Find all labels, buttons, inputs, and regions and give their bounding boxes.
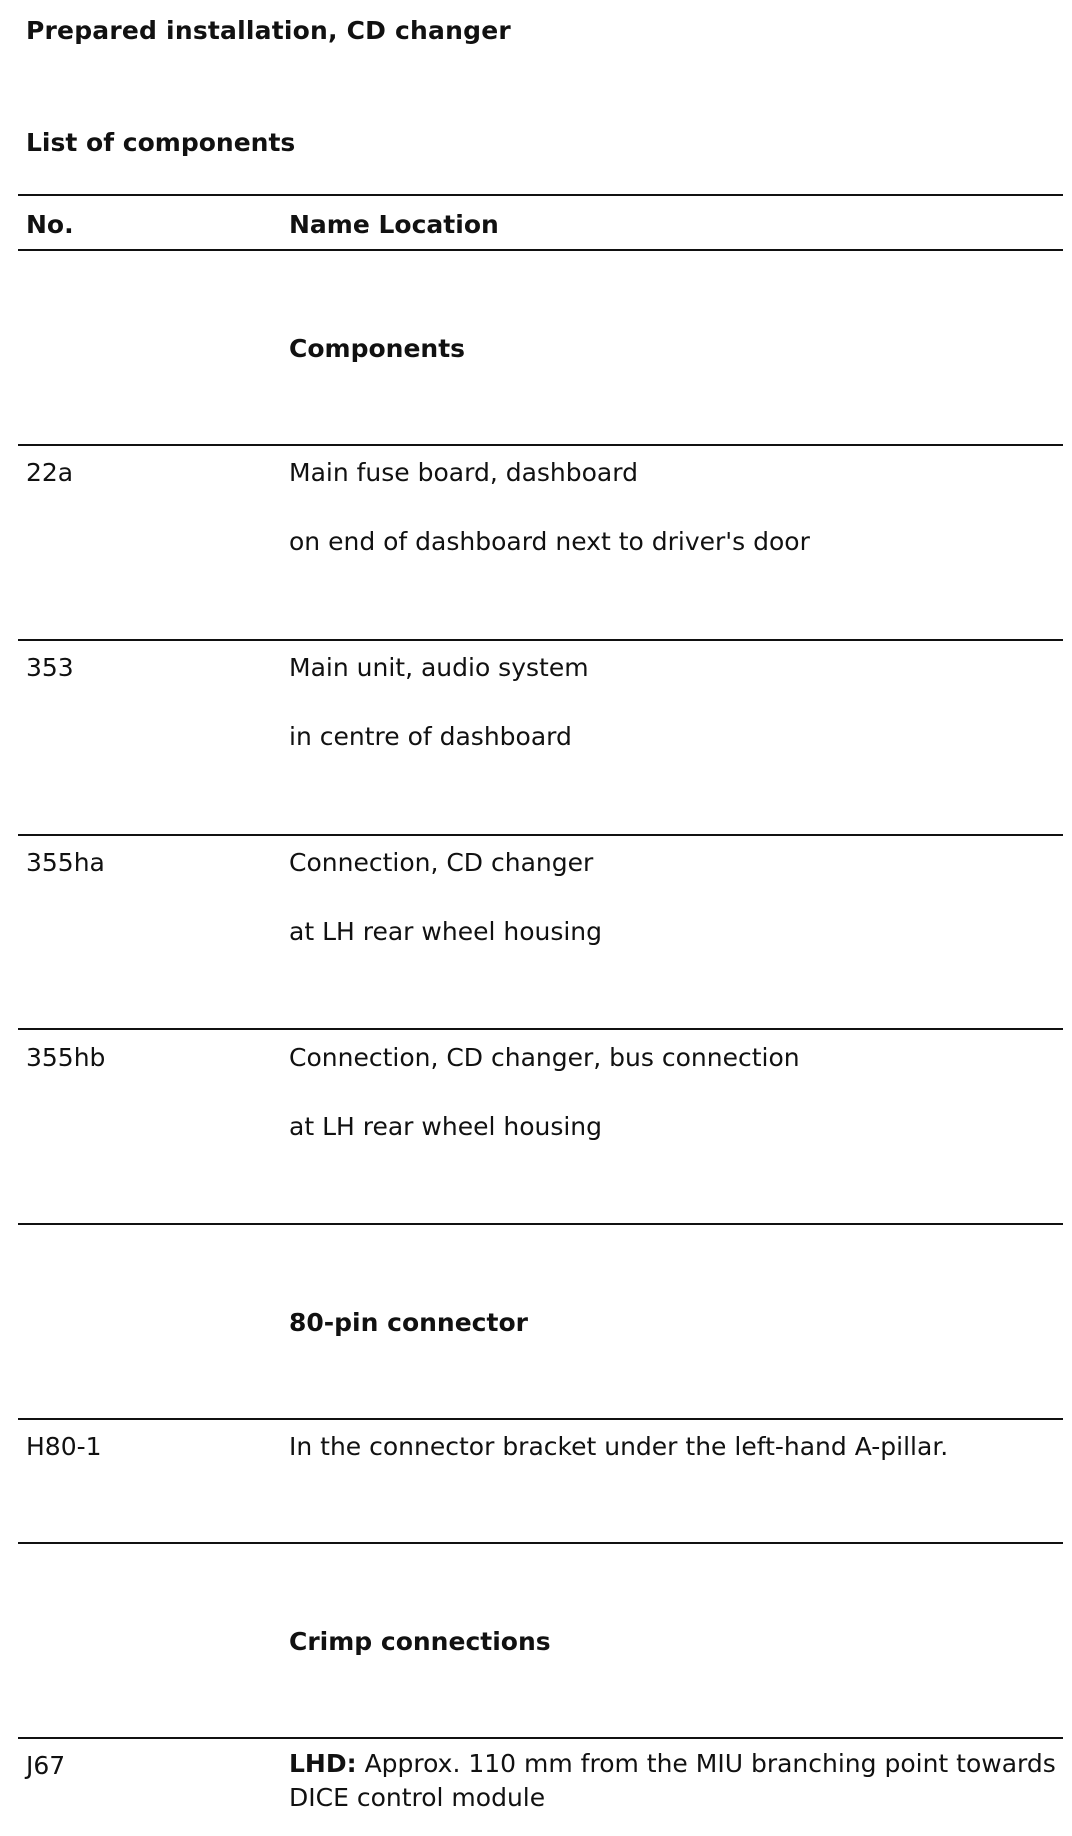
- column-header-name-location: Name Location: [289, 210, 499, 239]
- row-location: at LH rear wheel housing: [289, 1112, 603, 1141]
- lhd-label: LHD:: [289, 1749, 357, 1778]
- row-name: Connection, CD changer, bus connection: [289, 1043, 800, 1072]
- row-rule: [18, 1223, 1063, 1225]
- column-header-no: No.: [26, 210, 74, 239]
- row-number: 22a: [26, 458, 74, 487]
- row-rule: [18, 444, 1063, 446]
- row-name: Connection, CD changer: [289, 848, 594, 877]
- row-rule: [18, 1028, 1063, 1030]
- row-number: 355ha: [26, 848, 105, 877]
- row-location: on end of dashboard next to driver's door: [289, 527, 810, 556]
- document-title: Prepared installation, CD changer: [26, 16, 511, 45]
- row-name: Main unit, audio system: [289, 653, 589, 682]
- row-number: 353: [26, 653, 74, 682]
- row-rule: [18, 639, 1063, 641]
- table-top-rule: [18, 194, 1063, 196]
- section-heading-crimp-connections: Crimp connections: [289, 1627, 551, 1656]
- row-name: Approx. 110 mm from the MIU branching point towards DICE control module: [289, 1749, 1056, 1812]
- row-name: Main fuse board, dashboard: [289, 458, 638, 487]
- row-number: H80-1: [26, 1432, 102, 1461]
- section-heading-components: Components: [289, 334, 466, 363]
- document-subtitle: List of components: [26, 128, 296, 157]
- table-header-rule: [18, 249, 1063, 251]
- row-number: 355hb: [26, 1043, 106, 1072]
- row-location: at LH rear wheel housing: [289, 917, 603, 946]
- row-rule: [18, 1418, 1063, 1420]
- row-name: In the connector bracket under the left-hand A-pillar.: [289, 1432, 949, 1461]
- row-number: J67: [26, 1751, 66, 1780]
- row-location: in centre of dashboard: [289, 722, 572, 751]
- row-name-wrapped: [289, 1747, 1059, 1815]
- section-heading-80-pin-connector: 80-pin connector: [289, 1308, 528, 1337]
- row-rule: [18, 1542, 1063, 1544]
- row-rule: [18, 1737, 1063, 1739]
- row-rule: [18, 834, 1063, 836]
